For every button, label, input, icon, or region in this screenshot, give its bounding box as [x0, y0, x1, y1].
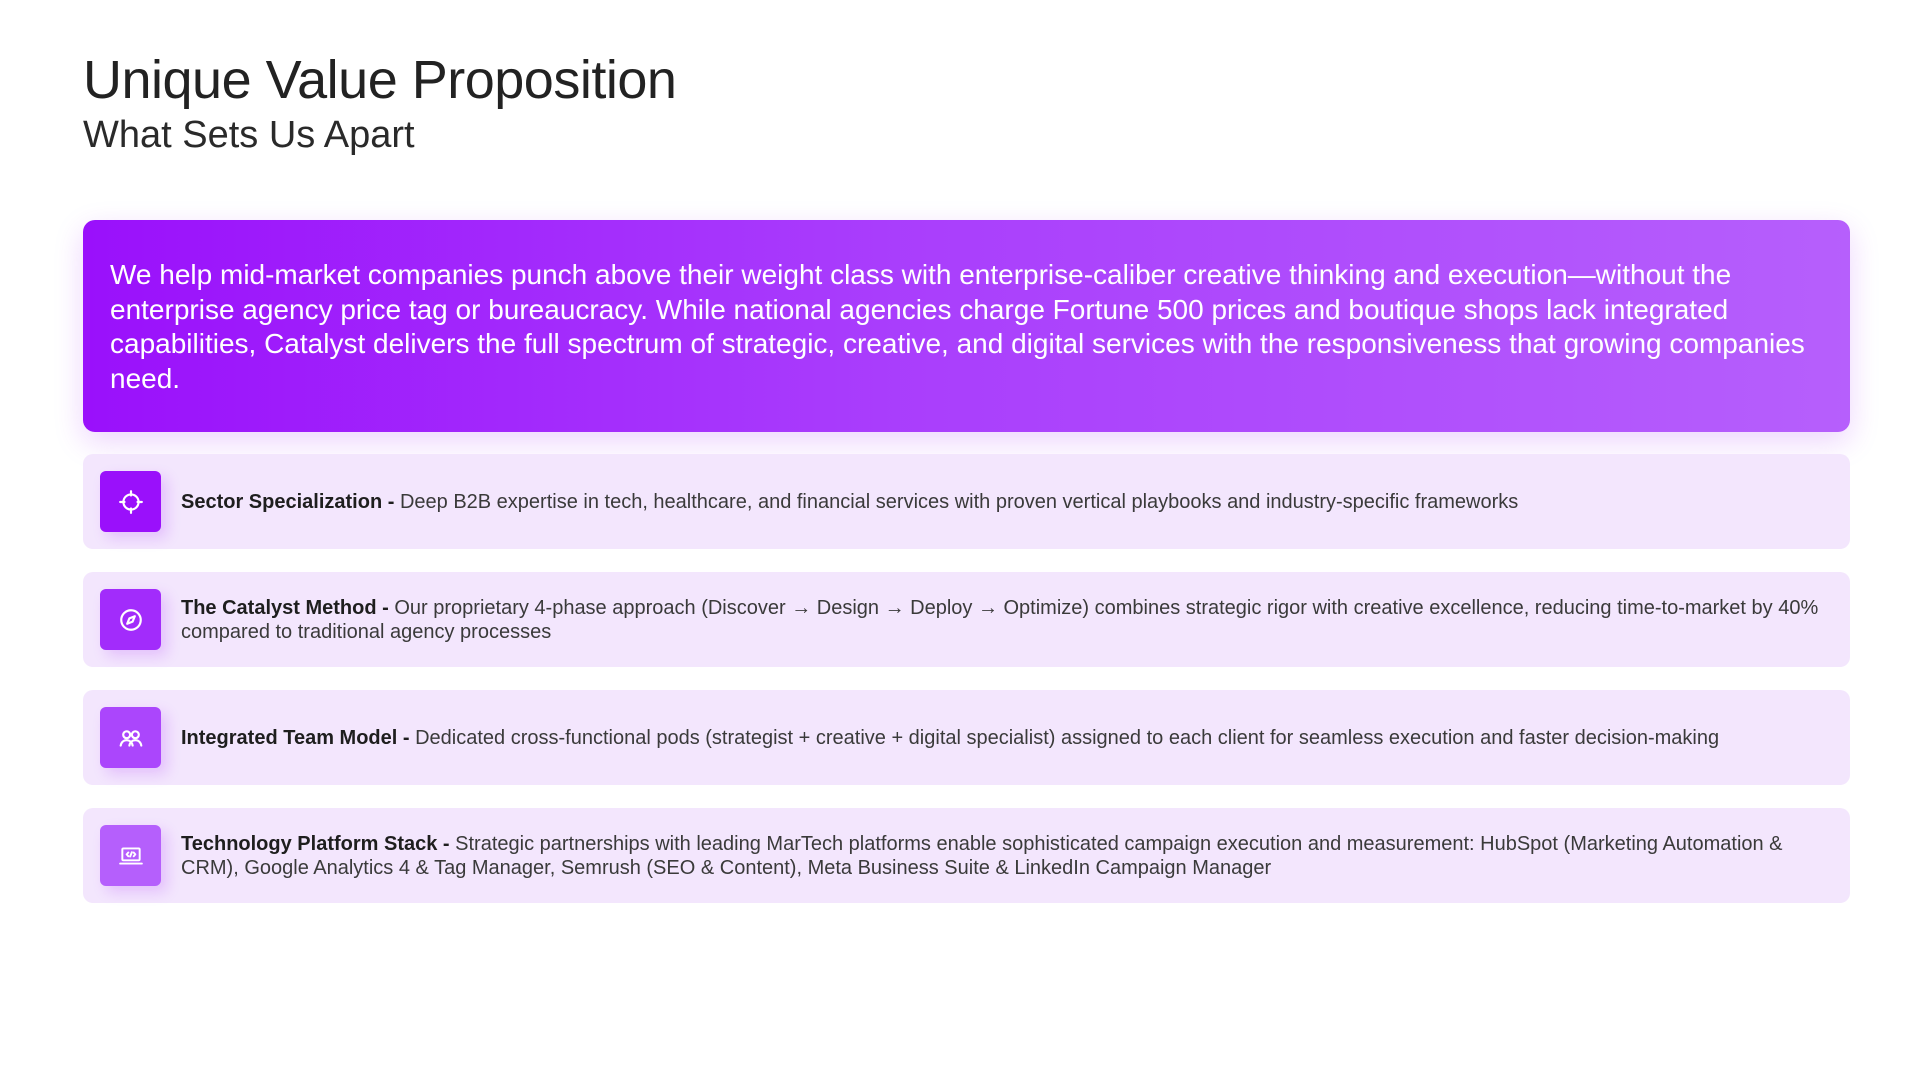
differentiator-item	[83, 454, 1850, 549]
differentiator-label: Integrated Team Model	[181, 726, 398, 749]
differentiator-description: Strategic partnerships with leading MarTech platforms enable sophisticated campaign execution and measurement: HubSpot (Marketing Automation & CRM), Google Analytics 4 & Tag Manager, Semrush (SEO & Content), Meta Business Suite & LinkedIn Campaign Manager	[181, 832, 1783, 879]
value-statement-text: We help mid-market companies punch above their weight class with enterprise-caliber creative thinking and execution—without the enterprise agency price tag or bureaucracy. While national agencies charge Fortune 500 prices and boutique shops lack integrated capabilities, Catalyst delivers the full spectrum of strategic, creative, and digital services with the responsiveness that growing companies need.	[110, 259, 1805, 394]
page-subtitle: What Sets Us Apart	[83, 114, 415, 156]
differentiator-text	[181, 726, 1719, 750]
differentiator-description: Deep B2B expertise in tech, healthcare, and financial services with proven vertical playbooks and industry-specific frameworks	[399, 490, 1519, 513]
differentiator-item	[83, 808, 1850, 903]
team-icon	[100, 707, 161, 768]
differentiator-item	[83, 572, 1850, 667]
differentiator-separator: -	[382, 490, 400, 513]
differentiator-label: The Catalyst Method	[181, 596, 377, 619]
value-statement-banner	[83, 220, 1850, 432]
differentiator-text	[181, 832, 1820, 880]
differentiator-separator: -	[437, 832, 456, 855]
differentiator-list	[83, 454, 1850, 903]
differentiator-label: Sector Specialization	[181, 490, 383, 513]
page-title: Unique Value Proposition	[83, 50, 677, 110]
differentiator-separator: -	[376, 596, 395, 619]
differentiator-label: Technology Platform Stack	[181, 832, 438, 855]
laptop-code-icon	[100, 825, 161, 886]
differentiator-item	[83, 690, 1850, 785]
differentiator-description: Our proprietary 4-phase approach (Discover → Design → Deploy → Optimize) combines strategic rigor with creative excellence, reducing time-to-market by 40% compared to traditional agency processes	[181, 596, 1819, 643]
compass-icon	[100, 589, 161, 650]
differentiator-text	[181, 490, 1518, 514]
crosshair-icon	[100, 471, 161, 532]
differentiator-description: Dedicated cross-functional pods (strategist + creative + digital specialist) assigned to each client for seamless execution and faster decision-making	[415, 726, 1720, 749]
differentiator-separator: -	[397, 726, 416, 749]
differentiator-text	[181, 596, 1820, 644]
